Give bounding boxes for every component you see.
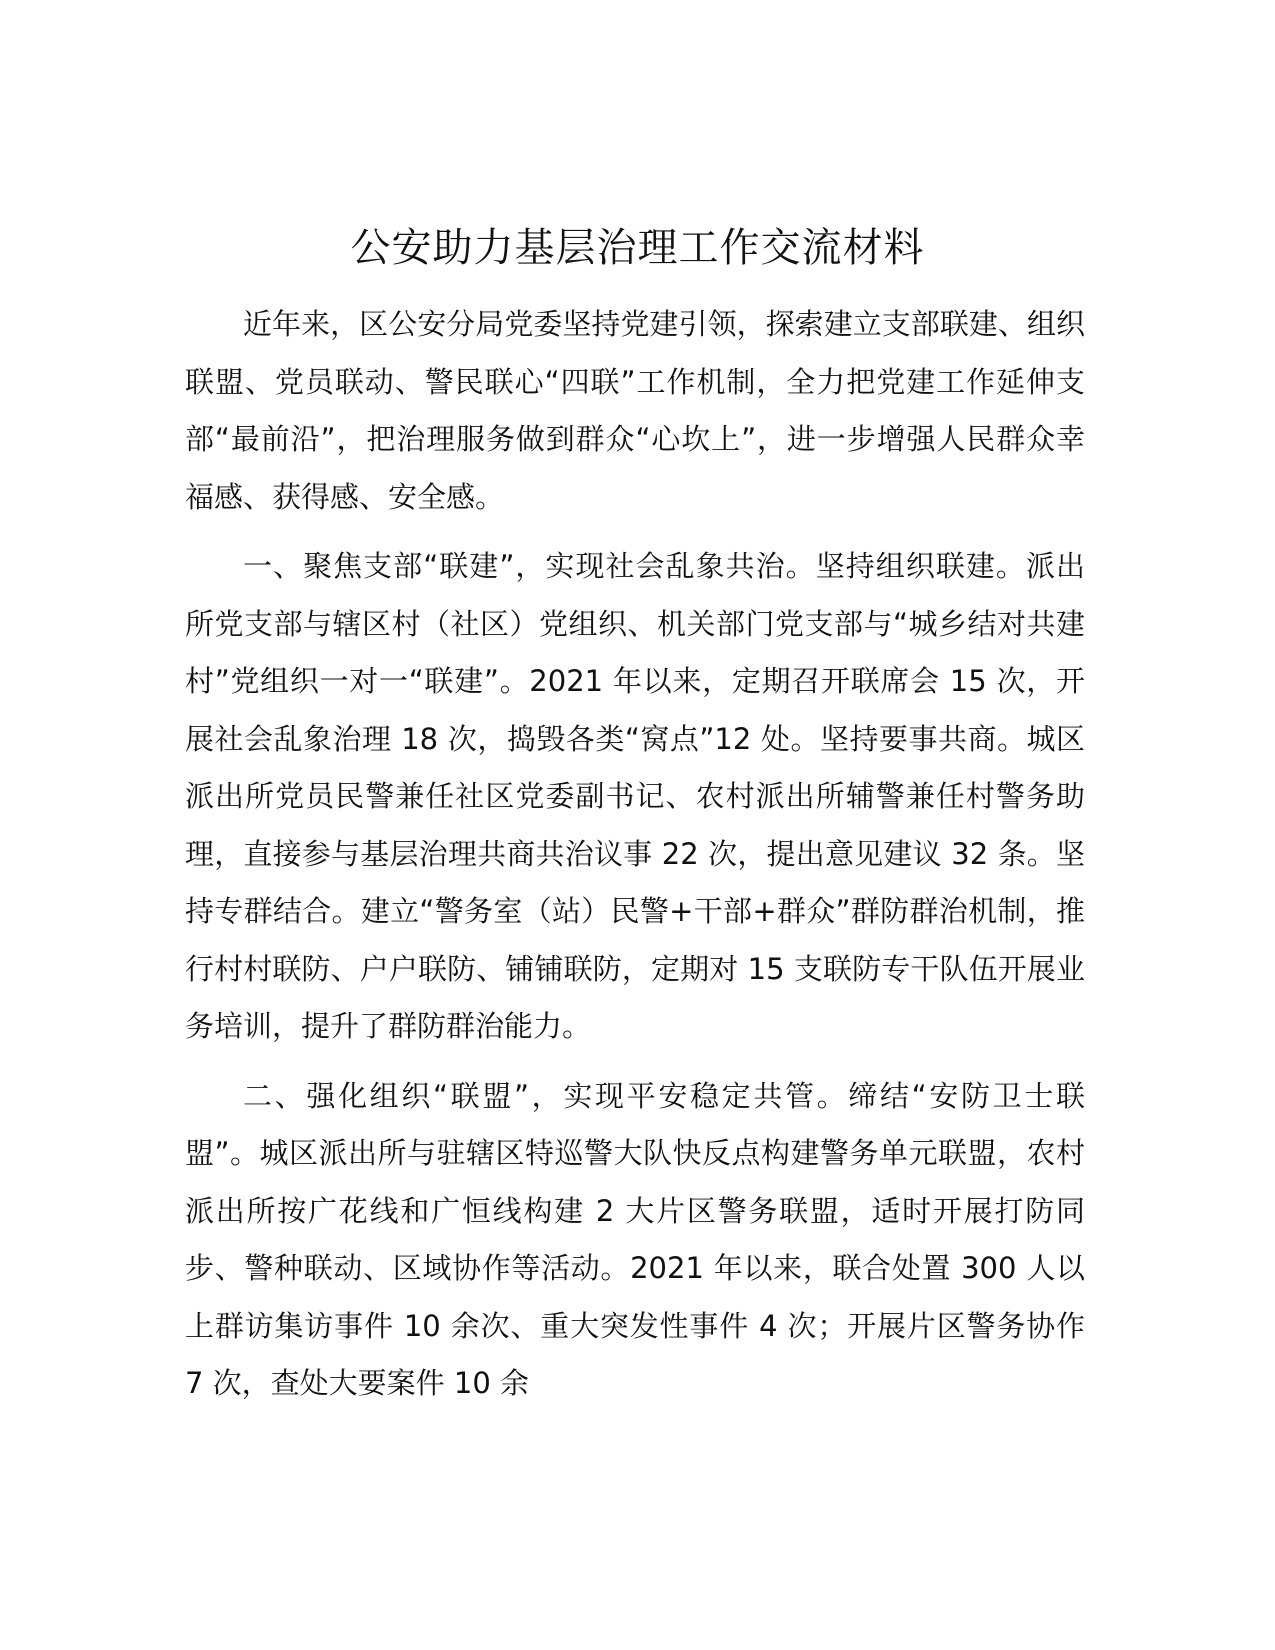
section-two-paragraph: 二、强化组织“联盟”，实现平安稳定共管。缔结“安防卫士联盟”。城区派出所与驻辖区特巡警大队快反点构建警务单元联盟，农村派出所按广花线和广恒线构建 2 大片区警务联盟，适时开展打防同步、警种联动、区域协作等活动。2021 年以来，联合处置 300 人以上群访集访事件 10 余次、重大突发性事件 4 次；开展片区警务协作 7 次，查处大要案件 10 余: [185, 1078, 1085, 1400]
document-body: [185, 296, 1085, 1425]
intro-paragraph: 近年来，区公安分局党委坚持党建引领，探索建立支部联建、组织联盟、党员联动、警民联心“四联”工作机制，全力把党建工作延伸支部“最前沿”，把治理服务做到群众“心坎上”，进一步增强人民群众幸福感、获得感、安全感。: [185, 307, 1085, 514]
section-one-paragraph: 一、聚焦支部“联建”，实现社会乱象共治。坚持组织联建。派出所党支部与辖区村（社区）党组织、机关部门党支部与“城乡结对共建村”党组织一对一“联建”。2021 年以来，定期召开联席会 15 次，开展社会乱象治理 18 次，捣毁各类“窝点”12 处。坚持要事共商。城区派出所党员民警兼任社区党委副书记、农村派出所辅警兼任村警务助理，直接参与基层治理共商共治议事 22 次，提出意见建议 32 条。坚持专群结合。建立“警务室（站）民警+干部+群众”群防群治机制，推行村村联防、户户联防、铺铺联防，定期对 15 支联防专干队伍开展业务培训，提升了群防群治能力。: [185, 549, 1085, 1043]
document-title: 公安助力基层治理工作交流材料: [350, 225, 925, 271]
